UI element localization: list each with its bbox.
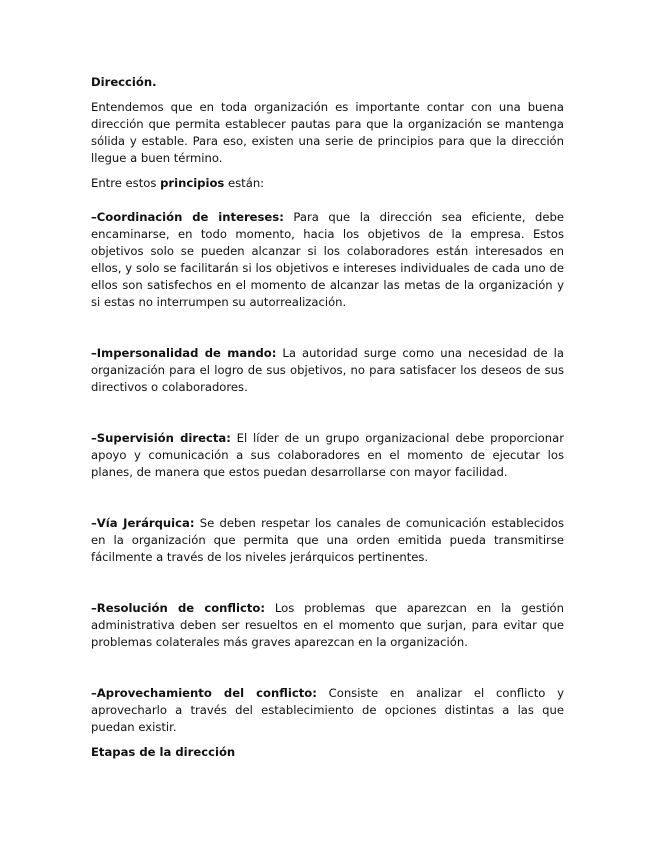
principle-resolucion (91, 600, 564, 651)
principle-impersonalidad (91, 345, 564, 396)
principle-term: –Impersonalidad de mando: (91, 346, 277, 360)
principle-term: –Resolución de conflicto: (91, 601, 265, 615)
principle-text: Los problemas que aparezcan en la gestión administrativa deben ser resueltos en el momento que surjan, para evitar que problemas colaterales más graves aparezcan en la organización. (91, 601, 564, 649)
principles-lead (91, 175, 564, 192)
principle-text: Se deben respetar los canales de comunicación establecidos en la organización que permita que una orden emitida pueda transmitirse fácilmente a través de los niveles jerárquicos pertinentes. (91, 516, 564, 564)
principle-term: –Coordinación de intereses: (91, 210, 284, 224)
principle-text: Consiste en analizar el conflicto y aprovecharlo a través del establecimiento de opciones distintas a las que puedan existir. (91, 686, 564, 734)
principle-term: –Aprovechamiento del conflicto: (91, 686, 317, 700)
principle-term: –Supervisión directa: (91, 431, 231, 445)
principle-text: El líder de un grupo organizacional debe proporcionar apoyo y comunicación a sus colaboradores en el momento de ejecutar los planes, de manera que estos puedan desarrollarse con mayor facilidad. (91, 431, 564, 479)
section-heading: Dirección. (91, 75, 157, 89)
principle-via-jerarquica (91, 515, 564, 566)
principle-text: La autoridad surge como una necesidad de la organización para el logro de sus objetivos, no para satisfacer los deseos de sus directivos o colaboradores. (91, 346, 564, 394)
principles-lead-bold: principios (160, 176, 225, 190)
closing-heading: Etapas de la dirección (91, 745, 236, 759)
intro-paragraph: Entendemos que en toda organización es importante contar con una buena dirección que permita establecer pautas para que la organización se mantenga sólida y estable. Para eso, existen una serie de principios para que la dirección llegue a buen término. (91, 100, 564, 165)
principle-aprovechamiento (91, 685, 564, 736)
principles-lead-before: Entre estos (91, 176, 161, 190)
principles-lead-after: están: (224, 176, 265, 190)
principle-coordinacion (91, 209, 564, 311)
document-page (91, 74, 564, 761)
principle-term: –Vía Jerárquica: (91, 516, 195, 530)
principle-text: Para que la dirección sea eficiente, debe encaminarse, en todo momento, hacia los objetivos de la empresa. Estos objetivos solo se pueden alcanzar si los colaboradores están interesados en ellos, y solo se facilitarán si los objetivos e intereses individuales de cada uno de ellos son satisfechos en el momento de alcanzar las metas de la organización y si estas no interrumpen su autorrealización. (91, 210, 564, 309)
principle-supervision (91, 430, 564, 481)
